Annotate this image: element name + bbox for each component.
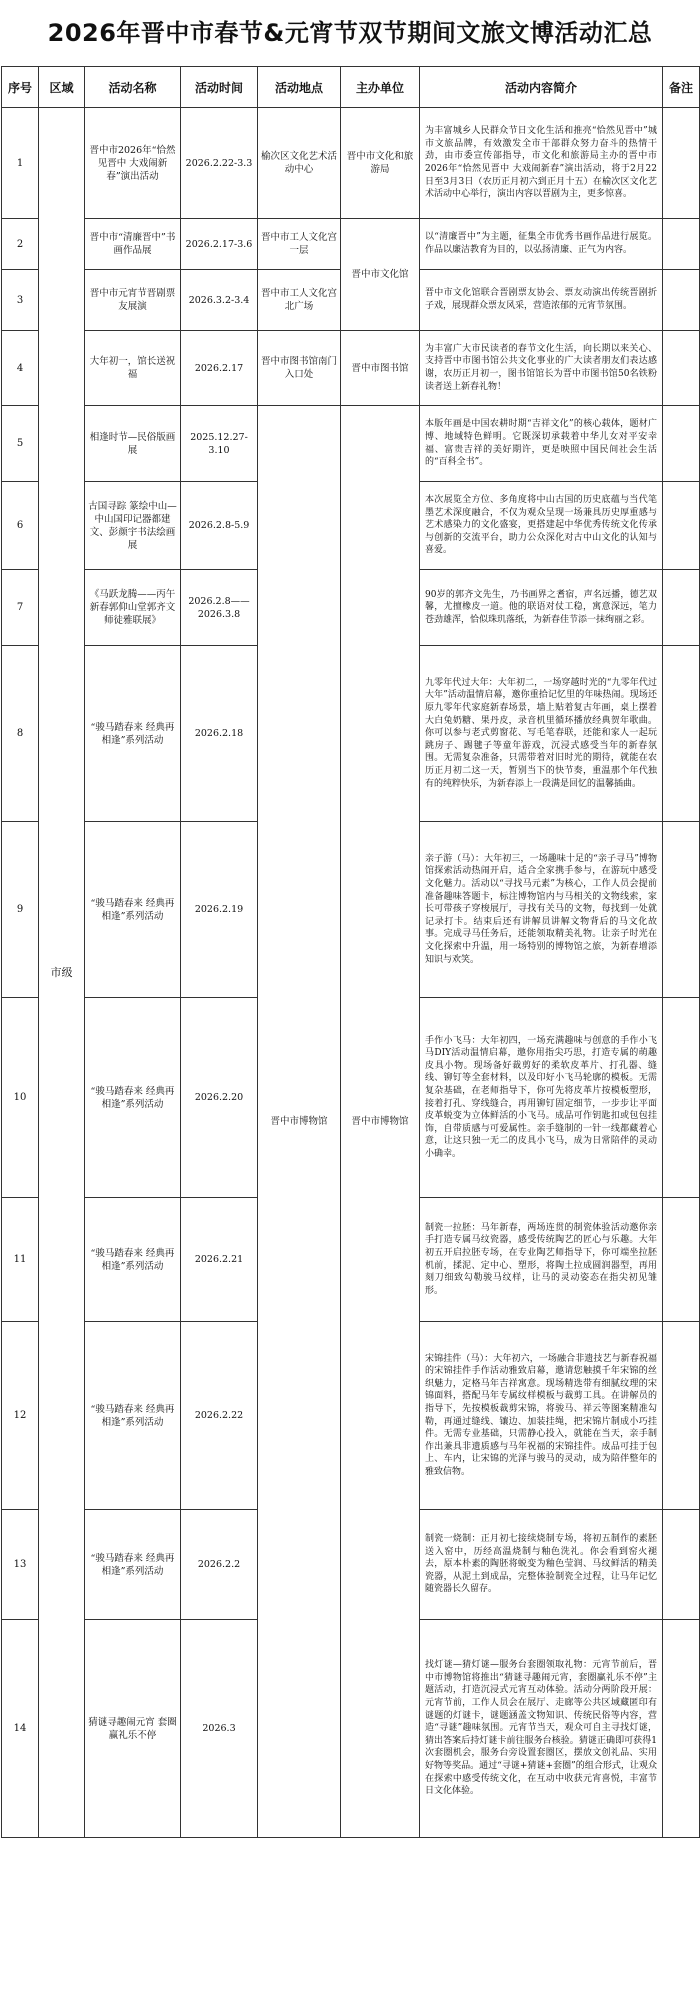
page-title: 2026年晋中市春节&元宵节双节期间文旅文博活动汇总 [47,19,653,47]
row-remark [663,482,700,570]
row-remark [663,406,700,482]
row-no: 7 [2,570,39,646]
row-place: 晋中市图书馆南门入口处 [258,331,341,406]
row-time: 2025.12.27-3.10 [181,406,258,482]
row-time: 2026.2.20 [181,998,258,1198]
header-time: 活动时间 [181,67,258,108]
row-no: 6 [2,482,39,570]
row-name: 《马跃龙腾——丙午新春郭仰山堂郭齐文师徒雅联展》 [85,570,181,646]
row-time: 2026.2.17-3.6 [181,219,258,270]
row-desc: 90岁的郭齐文先生，乃书画界之耆宿，声名远播，德艺双馨，尤擅橡皮一道。他的联语对仗工稳，寓意深远，笔力苍劲雄浑，恰似珠玑落纸，为新春佳节添一抹绚丽之彩。 [420,570,663,646]
row-time: 2026.2.22 [181,1322,258,1510]
row-time: 2026.2.17 [181,331,258,406]
row-place: 晋中市博物馆 [258,406,341,1838]
row-no: 5 [2,406,39,482]
row-remark [663,646,700,822]
row-name: 大年初一，馆长送祝福 [85,331,181,406]
row-desc: 手作小飞马：大年初四，一场充满趣味与创意的手作小飞马DIY活动温情启幕，邀你用指尖巧思，打造专属的萌趣皮具小物。现场备好裁剪好的柔软皮革片、打孔器、缝线、铆钉等全套材料，以及印好小飞马轮廓的模板。无需复杂基础，在老师指导下，你可先将皮革片按模板塑形，接着打孔、穿线缝合，再用铆钉固定细节，一步步让平面皮革蜕变为立体鲜活的小飞马。成品可作钥匙扣或包包挂饰，自带质感与可爱属性。亲手缝制的一针一线都藏着心意，让这只独一无二的皮具小飞马，成为日常陪伴的灵动小确幸。 [420,998,663,1198]
row-organizer: 晋中市文化馆 [341,219,420,331]
row-name: 晋中市2026年“恰然见晋中 大戏闹新春”演出活动 [85,108,181,219]
table-row [2,108,700,219]
header-place: 活动地点 [258,67,341,108]
row-time: 2026.2.18 [181,646,258,822]
row-organizer: 晋中市博物馆 [341,406,420,1838]
table-row [2,219,700,270]
row-time: 2026.2.8-5.9 [181,482,258,570]
row-no: 10 [2,998,39,1198]
row-name: 晋中市“清廉晋中”书画作品展 [85,219,181,270]
row-no: 1 [2,108,39,219]
row-remark [663,331,700,406]
row-name: 古国寻踪 篆绘中山—中山国印记器都建文、彭颜宇书法绘画展 [85,482,181,570]
row-remark [663,1322,700,1510]
row-name: “骏马踏春来 经典再相逢”系列活动 [85,646,181,822]
row-no: 11 [2,1198,39,1322]
row-name: “骏马踏春来 经典再相逢”系列活动 [85,1198,181,1322]
row-remark [663,1510,700,1620]
row-desc: 为丰富城乡人民群众节日文化生活和推亮“恰然见晋中”城市文旅品牌，有效激发全市干部群众努力奋斗的热情干劲，由市委宣传部指导，市文化和旅游局主办的晋中市2026年“恰然见晋中 大戏闹新春”演出活动，将于2月22日至3月3日（农历正月初六到正月十五）在榆次区文化艺术活动中心举行，演出内容以晋剧为主，更多惊喜。 [420,108,663,219]
row-no: 13 [2,1510,39,1620]
table-header-row [2,67,700,108]
row-no: 8 [2,646,39,822]
row-desc: 本次展览全方位、多角度将中山古国的历史底蕴与当代笔墨艺术深度融合，不仅为观众呈现一场兼具历史厚重感与艺术感染力的文化盛宴，更搭建起中华优秀传统文化传承与创新的交流平台，助力公众深化对古中山文化的认知与喜爱。 [420,482,663,570]
row-organizer: 晋中市图书馆 [341,331,420,406]
row-desc: 宋锦挂件（马）：大年初六，一场融合非遗技艺与新春祝福的宋锦挂件手作活动雅致启幕，邀请您触摸千年宋锦的丝织魅力，定格马年吉祥寓意。现场精选带有细腻纹理的宋锦面料，搭配马年专属纹样模板与裁剪工具。在讲解员的指导下，先按模板裁剪宋锦，将骏马、祥云等图案精准勾勒，再通过缝线、镶边、加装挂绳，把宋锦片制成小巧挂件。无需专业基础，只需静心投入，就能在当天，亲手制作出兼具非遗质感与马年祝福的宋锦挂件。成品可挂于包上、车内，让宋锦的光泽与骏马的灵动，成为陪伴整年的雅致信物。 [420,1322,663,1510]
row-time: 2026.2.8——2026.3.8 [181,570,258,646]
row-remark [663,570,700,646]
row-name: “骏马踏春来 经典再相逢”系列活动 [85,1510,181,1620]
row-no: 14 [2,1620,39,1838]
row-name: 晋中市元宵节晋剧票友展演 [85,270,181,331]
row-remark [663,270,700,331]
row-time: 2026.3 [181,1620,258,1838]
row-place: 榆次区文化艺术活动中心 [258,108,341,219]
row-desc: 九零年代过大年：大年初二，一场穿越时光的“九零年代过大年”活动温情启幕，邀你重拾记忆里的年味热闹。现场还原九零年代家庭新春场景，墙上贴着复古年画，桌上摆着大白兔奶糖、果丹皮，录音机里循环播放经典贺年歌曲。你可以参与老式剪窗花、写毛笔春联，还能和家人一起玩跳房子、踢毽子等童年游戏，沉浸式感受当年的新春氛围。无需复杂准备，只需带着对旧时光的期待，就能在农历正月初二这一天，暂别当下的快节奏，重温那个年代独有的纯粹快乐，为新春添上一段满是回忆的温馨插曲。 [420,646,663,822]
header-region: 区域 [39,67,85,108]
row-name: “骏马踏春来 经典再相逢”系列活动 [85,998,181,1198]
row-name: “骏马踏春来 经典再相逢”系列活动 [85,822,181,998]
row-desc: 找灯谜—猜灯谜—服务台套圈领取礼物：元宵节前后，晋中市博物馆将推出“猜谜寻趣闹元宵，套圈赢礼乐不停”主题活动，打造沉浸式元宵互动体验。活动分两阶段开展：元宵节前，工作人员会在展厅、走廊等公共区域藏匿印有谜题的灯谜卡，谜题涵盖文物知识、传统民俗等内容，营造“寻谜”趣味氛围。元宵节当天，观众可自主寻找灯谜，猜出答案后持灯谜卡前往服务台核验。猜谜正确即可获得1次套圈机会，服务台旁设置套圈区，摆放文创礼品、实用好物等奖品。通过“寻谜+猜谜+套圈”的组合形式，让观众在探索中感受传统文化，在互动中收获元宵喜悦，丰富节日文化体验。 [420,1620,663,1838]
row-no: 12 [2,1322,39,1510]
row-desc: 为丰富广大市民读者的春节文化生活，向长期以来关心、支持晋中市图书馆公共文化事业的广大读者朋友们表达感谢，农历正月初一，图书馆馆长为晋中市图书馆50名铁粉读者送上新春礼物！ [420,331,663,406]
row-no: 4 [2,331,39,406]
header-desc: 活动内容简介 [420,67,663,108]
header-organizer: 主办单位 [341,67,420,108]
row-remark [663,998,700,1198]
row-remark [663,1198,700,1322]
activity-table [1,66,700,1838]
header-remark: 备注 [663,67,700,108]
table-row [2,331,700,406]
row-time: 2026.2.2 [181,1510,258,1620]
row-time: 2026.2.22-3.3 [181,108,258,219]
row-organizer: 晋中市文化和旅游局 [341,108,420,219]
row-remark [663,822,700,998]
header-no: 序号 [2,67,39,108]
table-row [2,406,700,482]
row-desc: 以“清廉晋中”为主题，征集全市优秀书画作品进行展览。作品以廉洁教育为目的，以弘扬清廉、正气为内容。 [420,219,663,270]
row-place: 晋中市工人文化宫一层 [258,219,341,270]
row-place: 晋中市工人文化宫北广场 [258,270,341,331]
row-desc: 本版年画是中国农耕时期“吉祥文化”的核心载体，题材广博、地域特色鲜明。它既深切承载着中华儿女对平安幸福、富贵吉祥的美好期许，更是映照中国民间社会生活的“百科全书”。 [420,406,663,482]
row-desc: 制瓷一烧制：正月初七接续烧制专场，将初五制作的素胚送入窑中，历经高温烧制与釉色洗礼。你会看到窑火褪去，原本朴素的陶胚将蜕变为釉色莹润、马纹鲜活的精美瓷器，从泥土到成品，完整体验制瓷全过程，让马年记忆随瓷器长久留存。 [420,1510,663,1620]
row-no: 9 [2,822,39,998]
row-desc: 制瓷一拉胚：马年新春，两场连贯的制瓷体验活动邀你亲手打造专属马纹瓷器，感受传统陶艺的匠心与乐趣。大年初五开启拉胚专场，在专业陶艺师指导下，你可端坐拉胚机前，揉泥、定中心、塑形，将陶土拉成圆润器型，再用刻刀细致勾勒骏马纹样，让马的灵动姿态在指尖初见雏形。 [420,1198,663,1322]
row-time: 2026.2.21 [181,1198,258,1322]
row-remark [663,108,700,219]
row-desc: 晋中市文化馆联合晋剧票友协会、票友动演出传统晋剧折子戏，展现群众票友风采，营造浓郁的元宵节氛围。 [420,270,663,331]
row-time: 2026.2.19 [181,822,258,998]
row-time: 2026.3.2-3.4 [181,270,258,331]
row-name: 猜谜寻趣闹元宵 套圈赢礼乐不停 [85,1620,181,1838]
row-name: 相逢时节—民俗版画展 [85,406,181,482]
row-remark [663,219,700,270]
row-remark [663,1620,700,1838]
header-name: 活动名称 [85,67,181,108]
row-no: 3 [2,270,39,331]
row-no: 2 [2,219,39,270]
row-desc: 亲子游（马）：大年初三，一场趣味十足的“亲子寻马”博物馆探索活动热闹开启，适合全家携手参与，在游玩中感受文化魅力。活动以“寻找马元素”为核心，工作人员会提前准备趣味答题卡，标注博物馆内与马相关的文物线索，家长可带孩子穿梭展厅，寻找有关马的文物，每找到一处就记录打卡。结束后还有讲解员讲解文物背后的马文化故事。完成寻马任务后，还能领取精美礼物。让亲子时光在文化探索中升温，用一场特别的博物馆之旅，为新春增添知识与欢笑。 [420,822,663,998]
region-cell: 市级 [39,108,85,1838]
row-name: “骏马踏春来 经典再相逢”系列活动 [85,1322,181,1510]
